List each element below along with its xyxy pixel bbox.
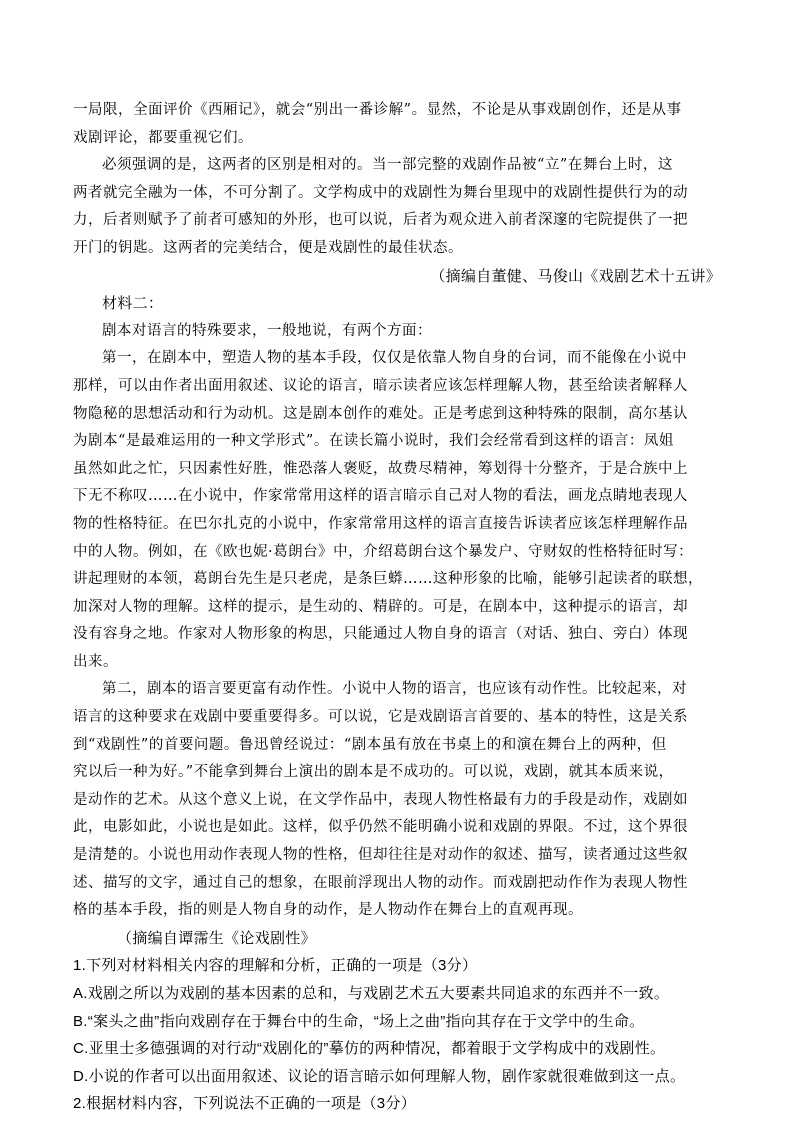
text-line: 物的性格特征。在巴尔扎克的小说中，作家常常用这样的语言直接告诉读者应该怎样理解作品 bbox=[73, 515, 688, 532]
text-line: 述、描写的文字，通过自己的想象，在眼前浮现出人物的动作。而戏剧把动作作为表现人物性 bbox=[73, 874, 688, 891]
text-line: 一局限，全面评价《西厢记》，就会“别出一番诊解”。显然，不论是从事戏剧创作，还是从事 bbox=[73, 102, 682, 118]
text-line: 开门的钥匙。这两者的完美结合，便是戏剧性的最佳状态。 bbox=[73, 239, 463, 256]
text-line: 出来。 bbox=[73, 653, 118, 670]
text-line: 下无不称叹……在小说中，作家常常用这样的语言暗示自己对人物的看法，画龙点睛地表现人 bbox=[73, 488, 688, 505]
text-line: 此，电影如此，小说也是如此。这样，似乎仍然不能明确小说和戏剧的界限。不过，这个界很 bbox=[73, 819, 688, 836]
question-stem: 1.下列对材料相关内容的理解和分析，正确的一项是（3分） bbox=[73, 957, 478, 975]
text-line: 两者就完全融为一体，不可分割了。文学构成中的戏剧性为舞台里现中的戏剧性提供行为的动 bbox=[73, 184, 688, 201]
text-line: 第一，在剧本中，塑造人物的基本手段，仅仅是依靠人物自身的台词，而不能像在小说中 bbox=[102, 350, 687, 367]
option-b: B.“案头之曲”指向戏剧存在于舞台中的生命，“场上之曲”指向其存在于文学中的生命。 bbox=[73, 1012, 645, 1030]
text-line: 为剧本“是最难运用的一种文学形式”。在读长篇小说时，我们会经常看到这样的语言：凤姐 bbox=[73, 433, 674, 450]
option-d: D.小说的作者可以出面用叙述、议论的语言暗示如何理解人物，剧作家就很难做到这一点。 bbox=[73, 1067, 686, 1085]
text-line: 语言的这种要求在戏剧中要重要得多。可以说，它是戏剧语言首要的、基本的特性，这是关系 bbox=[73, 709, 688, 726]
paragraph-4 bbox=[73, 345, 723, 676]
text-line: 究以后一种为好。”不能拿到舞台上演出的剧本是不成功的。可以说，戏剧，就其本质来说， bbox=[73, 764, 674, 781]
paragraph-2 bbox=[73, 152, 723, 262]
paragraph-1 bbox=[73, 97, 723, 152]
text-line: 到“戏剧性”的首要问题。鲁迅曾经说过：“剧本虽有放在书桌上的和演在舞台上的两种，但 bbox=[73, 736, 667, 753]
text-line: 第二，剧本的语言要更富有动作性。小说中人物的语言，也应该有动作性。比较起来，对 bbox=[102, 681, 687, 698]
text-line: 是清楚的。小说也用动作表现人物的性格，但却往往是对动作的叙述、描写，读者通过这些叙 bbox=[73, 847, 688, 864]
source-citation-2: （摘编自谭霈生《论戏剧性》 bbox=[117, 929, 316, 947]
text-line: 物隐秘的思想活动和行为动机。这是剧本创作的难处。正是考虑到这种特殊的限制，高尔基认 bbox=[73, 405, 688, 422]
material-2-heading: 材料二： bbox=[102, 295, 164, 313]
text-line: 必须强调的是，这两者的区别是相对的。当一部完整的戏剧作品被“立”在舞台上时，这 bbox=[102, 157, 673, 174]
option-a: A.戏剧之所以为戏剧的基本因素的总和，与戏剧艺术五大要素共同追求的东西并不一致。 bbox=[73, 985, 670, 1002]
document-page bbox=[73, 97, 723, 1118]
question-2-stem: 2.根据材料内容，下列说法不正确的一项是（3分） bbox=[73, 1095, 417, 1113]
text-line: 没有容身之地。作家对人物形象的构思，只能通过人物自身的语言（对话、独白、旁白）体现 bbox=[73, 626, 688, 643]
text-line: 是动作的艺术。从这个意义上说，在文学作品中，表现人物性格最有力的手段是动作，戏剧如 bbox=[73, 791, 688, 808]
text-line: 力，后者则赋予了前者可感知的外形，也可以说，后者为观众进入前者深邃的宅院提供了一把 bbox=[73, 212, 688, 229]
text-line: 那样，可以由作者出面用叙述、议论的语言，暗示读者应该怎样理解人物，甚至给读者解释人 bbox=[73, 377, 688, 394]
source-citation-1: （摘编自董健、马俊山《戏剧艺术十五讲》 bbox=[430, 267, 721, 285]
option-c: C.亚里士多德强调的对行动“戏剧化的”摹仿的两种情况，都着眼于文学构成中的戏剧性。 bbox=[73, 1040, 666, 1058]
text-line: 讲起理财的本领，葛朗台先生是只老虎，是条巨蟒……这种形象的比喻，能够引起读者的联想， bbox=[73, 571, 703, 588]
text-line: 加深对人物的理解。这样的提示，是生动的、精辟的。可是，在剧本中，这种提示的语言，却 bbox=[73, 598, 688, 615]
paragraph-3: 剧本对语言的特殊要求，一般地说，有两个方面： bbox=[102, 322, 432, 339]
text-line: 中的人物。例如，在《欧也妮·葛朗台》中，介绍葛朗台这个暴发户、守财奴的性格特征时写： bbox=[73, 543, 694, 560]
text-line: 格的基本手段，指的则是人物自身的动作，是人物动作在舞台上的直观再现。 bbox=[73, 902, 583, 919]
text-line: 戏剧评论，都要重视它们。 bbox=[73, 129, 253, 146]
paragraph-5 bbox=[73, 676, 723, 924]
question-1 bbox=[73, 952, 723, 1090]
text-line: 虽然如此之忙，只因素性好胜，惟恐落人褒贬，故费尽精神，筹划得十分整齐，于是合族中上 bbox=[73, 460, 688, 477]
